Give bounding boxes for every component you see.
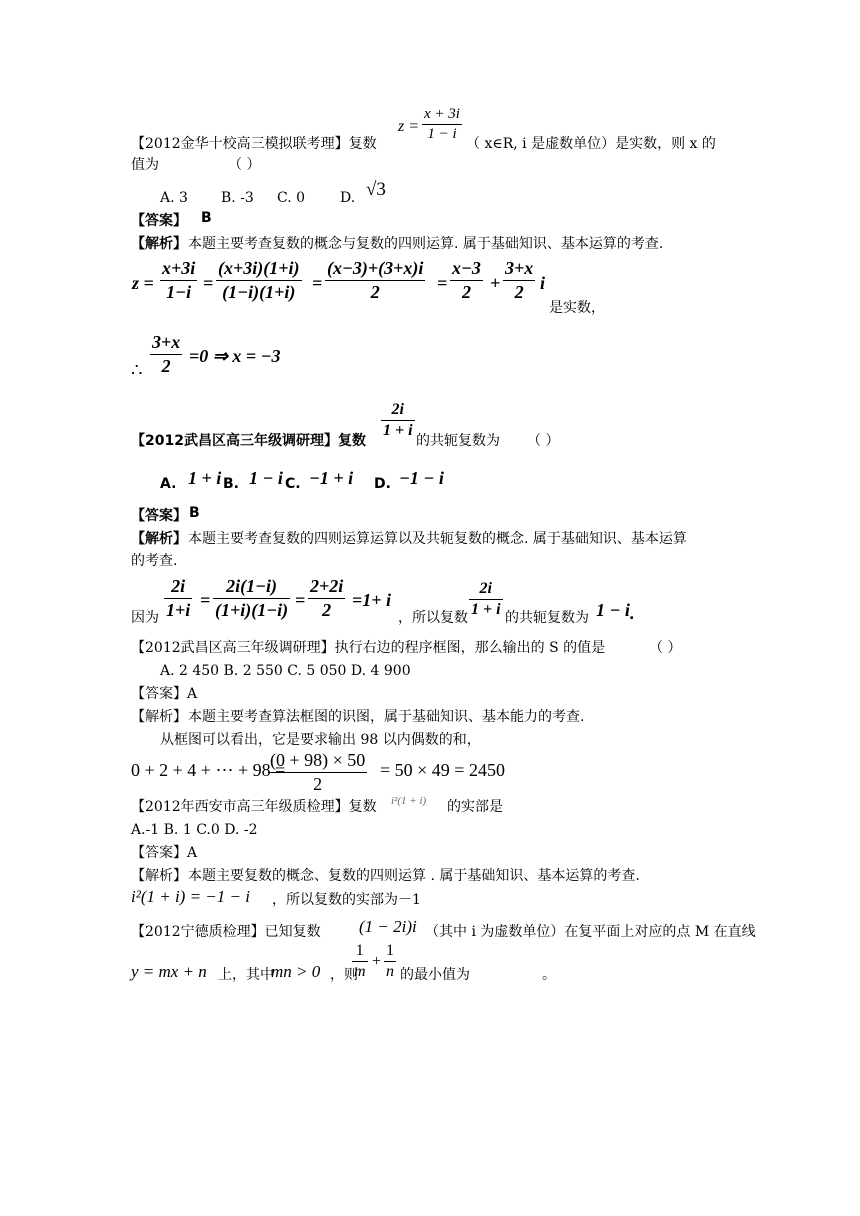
q3-sum-denominator: 2 — [268, 772, 367, 795]
q5-cond: mn > 0 — [271, 962, 321, 981]
q4-analysis: 本题主要复数的概念、复数的四则运算 . 属于基础知识、基本运算的考查. — [188, 868, 640, 884]
q1-option-b: B. -3 — [221, 190, 254, 206]
q1-therefore: ∴ — [131, 360, 143, 381]
q4-equation: i²(1 + i) = −1 − i — [131, 887, 250, 906]
q1-cont: 值为 — [131, 157, 159, 173]
q2-so: ，所以复数 — [398, 610, 468, 626]
q2-analysis-label: 【解析】 — [131, 531, 187, 547]
q1-analysis-label: 【解析】 — [131, 236, 187, 252]
q3-sum-numerator: (0 + 98) × 50 — [270, 750, 366, 770]
q4-answer-label: 【答案】 — [131, 845, 187, 861]
q3-options: A. 2 450 B. 2 550 C. 5 050 D. 4 900 — [160, 663, 411, 679]
q2-deriv-frac2: $\frac{2i(1-i)}{(1+i)(1-i)}$ — [215, 576, 289, 620]
q1-option-c: C. 0 — [277, 190, 306, 206]
q2-deriv-frac3: $\frac{2+2i}{2}$ — [310, 576, 344, 620]
q1-option-a: A. 3 — [160, 190, 188, 206]
q1-deriv-frac3: $\frac{(x-3)+(3+x)i}{2}$ — [327, 258, 424, 302]
q1-suffix: 是实数， — [549, 300, 605, 316]
q1-deriv-frac1: $\frac{x+3i}{1-i}$ — [162, 258, 196, 302]
q1-paren: （ ） — [228, 157, 261, 173]
q1-result-eq: =0 ⇒ x = −3 — [189, 346, 281, 366]
q2-deriv-frac1: $\frac{2i}{1+i}$ — [166, 576, 191, 620]
q1-option-d-value: √3 — [366, 179, 386, 200]
q5-source: 【2012宁德质检理】已知复数 — [131, 924, 321, 940]
q5-expr: (1 − 2i)i — [359, 917, 417, 936]
q1-option-d: D. — [340, 190, 356, 206]
q2-option-d-value: −1 − i — [399, 468, 444, 488]
q3-answer-label: 【答案】 — [131, 686, 187, 702]
q4-eq-tail: ，所以复数的实部为－1 — [272, 892, 421, 908]
q2-option-c-value: −1 + i — [309, 468, 354, 488]
q3-source: 【2012武昌区高三年级调研理】执行右边的程序框图，那么输出的 S 的值是 — [131, 640, 606, 656]
q1-condition: （ x∈R, i 是虚数单位）是实数，则 x 的 — [466, 136, 716, 152]
q2-deriv-result: =1+ i — [352, 590, 392, 610]
q2-period: . — [629, 607, 635, 623]
q1-z-eq: z = — [398, 118, 420, 135]
q2-conj-text: 的共轭复数为 — [505, 610, 589, 626]
q1-analysis: 本题主要考查复数的概念与复数的四则运算. 属于基础知识、基本运算的考查. — [188, 236, 664, 252]
q2-source: 【2012武昌区高三年级调研理】复数 — [131, 433, 366, 449]
q2-option-d: D. — [374, 476, 391, 492]
q5-line-eq: y = mx + n — [131, 962, 207, 981]
q2-option-b: B. — [223, 476, 239, 492]
q2-fraction: $\frac{2i}{1 + i}$ — [383, 401, 413, 439]
q3-paren: （ ） — [649, 640, 682, 656]
q1-deriv-frac5: $\frac{3+x}{2}$ — [505, 258, 534, 302]
q2-option-b-value: 1 − i — [249, 468, 283, 488]
q4-analysis-label: 【解析】 — [131, 868, 187, 884]
q1-deriv-frac2: $\frac{(x+3i)(1+i)}{(1-i)(1+i)}$ — [218, 258, 300, 302]
q1-result-frac: $\frac{3+x}{2}$ — [152, 332, 181, 376]
q4-source: 【2012年西安市高三年级质检理】复数 — [131, 799, 377, 815]
q3-sum-fraction — [268, 750, 367, 795]
q5-on: 上，其中 — [218, 967, 274, 983]
q4-answer: A — [187, 845, 198, 861]
q2-answer: B — [189, 505, 200, 521]
q5-text: （其中 i 为虚数单位）在复平面上对应的点 M 在直线 — [425, 924, 756, 940]
q4-expr: i²(1 + i) — [391, 795, 427, 807]
q1-fraction: $\frac{x + 3i}{1 - i}$ — [424, 106, 460, 142]
q2-because: 因为 — [131, 610, 159, 626]
q3-line2: 从框图可以看出，它是要求输出 98 以内偶数的和， — [160, 732, 481, 748]
q2-analysis-line1: 本题主要考查复数的四则运算运算以及共轭复数的概念. 属于基础知识、基本运算 — [188, 531, 687, 547]
q2-option-c: C. — [285, 476, 301, 492]
q3-answer: A — [187, 686, 198, 702]
q2-conj-value: 1 − i — [596, 600, 630, 620]
q1-source: 【2012金华十校高三模拟联考理】复数 — [131, 136, 377, 152]
q3-analysis-label: 【解析】 — [131, 709, 187, 725]
q2-answer-label: 【答案】 — [131, 508, 187, 524]
q2-conj-fraction: $\frac{2i}{1 + i}$ — [471, 580, 501, 618]
q3-analysis: 本题主要考查算法框图的识图，属于基础知识、基本能力的考查. — [188, 709, 585, 725]
q5-frac-m: $\frac{1}{m}$ — [354, 942, 366, 980]
q5-end: 。 — [542, 967, 556, 983]
q5-frac-n: $\frac{1}{n}$ — [386, 942, 394, 980]
q5-tail: 的最小值为 — [400, 967, 470, 983]
q1-answer: B — [201, 210, 212, 226]
q2-option-a-value: 1 + i — [188, 468, 222, 488]
q1-deriv-z: z = — [132, 273, 154, 293]
q4-text: 的实部是 — [447, 799, 503, 815]
q2-analysis-line2: 的考查. — [131, 553, 178, 569]
q1-answer-label: 【答案】 — [131, 213, 187, 229]
q3-sum-rhs: = 50 × 49 = 2450 — [380, 760, 505, 780]
q5-then: ，则 — [330, 967, 358, 983]
q2-text: 的共轭复数为 — [416, 433, 500, 449]
q1-deriv-frac4: $\frac{x-3}{2}$ — [452, 258, 481, 302]
q2-paren: （ ） — [527, 433, 560, 449]
q4-options: A.-1 B. 1 C.0 D. -2 — [131, 822, 258, 838]
q2-option-a: A. — [160, 476, 177, 492]
q3-sum-lhs: 0 + 2 + 4 + ⋯ + 98 = — [131, 760, 286, 780]
